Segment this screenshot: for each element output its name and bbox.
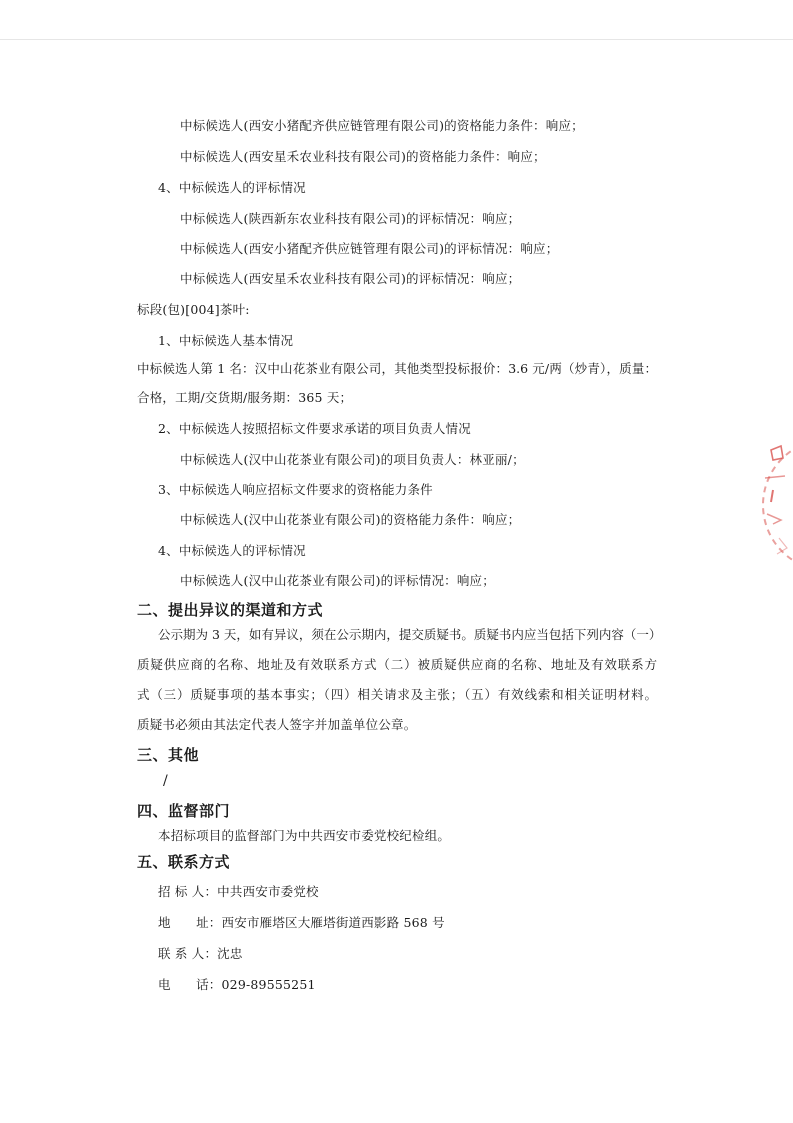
- objection-paragraph-line-3: 式（三）质疑事项的基本事实；（四）相关请求及主张；（五）有效线索和相关证明材料。: [137, 687, 657, 702]
- contact-row-tenderer: [158, 884, 319, 900]
- contact-label: 电 话：: [158, 977, 222, 992]
- partial-red-seal-stamp: [759, 430, 793, 580]
- contact-label: 地 址：: [158, 915, 222, 930]
- candidate-rank-line: 中标候选人第 1 名：汉中山花茶业有限公司，其他类型投标报价：3.6 元/两（炒青），质量：: [137, 361, 657, 376]
- qualification-line-xiaozhu: 中标候选人(西安小猪配齐供应链管理有限公司)的资格能力条件：响应；: [180, 118, 584, 133]
- candidate-term-line: 合格，工期/交货期/服务期：365 天；: [137, 390, 353, 405]
- supervision-statement: 本招标项目的监督部门为中共西安市委党校纪检组。: [158, 828, 451, 843]
- scan-top-edge: [0, 39, 793, 40]
- objection-paragraph-line-4: 质疑书必须由其法定代表人签字并加盖单位公章。: [137, 717, 417, 732]
- objection-paragraph-line-2: 质疑供应商的名称、地址及有效联系方式（二）被质疑供应商的名称、地址及有效联系方: [137, 657, 657, 672]
- contact-value: 西安市雁塔区大雁塔街道西影路 568 号: [221, 915, 445, 930]
- lot-004-title: 标段(包)[004]茶叶:: [137, 302, 250, 317]
- evaluation-line-xinghe: 中标候选人(西安星禾农业科技有限公司)的评标情况：响应；: [180, 271, 521, 286]
- contact-value: 029-89555251: [221, 977, 316, 992]
- qualification-line-xinghe: 中标候选人(西安星禾农业科技有限公司)的资格能力条件：响应；: [180, 149, 546, 164]
- subheading-evaluation-2: 4、中标候选人的评标情况: [158, 543, 306, 558]
- section-3-content: /: [163, 773, 168, 789]
- subheading-basic-info: 1、中标候选人基本情况: [158, 333, 294, 348]
- contact-value: 中共西安市委党校: [217, 884, 319, 899]
- subheading-project-leader: 2、中标候选人按照招标文件要求承诺的项目负责人情况: [158, 421, 471, 436]
- contact-value: 沈忠: [217, 946, 243, 961]
- subheading-qualification: 3、中标候选人响应招标文件要求的资格能力条件: [158, 482, 433, 497]
- section-3-heading: 三、其他: [137, 746, 200, 764]
- qualification-line-shanhua: 中标候选人(汉中山花茶业有限公司)的资格能力条件：响应；: [180, 512, 521, 527]
- subheading-evaluation: 4、中标候选人的评标情况: [158, 180, 306, 195]
- contact-row-phone: [158, 977, 316, 993]
- contact-label: 联 系 人：: [158, 946, 218, 961]
- seal-fragment-graphic: [759, 430, 793, 580]
- section-4-heading: 四、监督部门: [137, 802, 231, 820]
- contact-row-address: [158, 915, 445, 931]
- evaluation-line-xindong: 中标候选人(陕西新东农业科技有限公司)的评标情况：响应；: [180, 211, 521, 226]
- contact-label: 招 标 人：: [158, 884, 218, 899]
- evaluation-line-xiaozhu: 中标候选人(西安小猪配齐供应链管理有限公司)的评标情况：响应；: [180, 241, 559, 256]
- objection-paragraph-line-1: 公示期为 3 天，如有异议，须在公示期内，提交质疑书。质疑书内应当包括下列内容（一）: [158, 627, 662, 642]
- contact-row-person: [158, 946, 243, 962]
- project-leader-line: 中标候选人(汉中山花茶业有限公司)的项目负责人：林亚丽/；: [180, 452, 525, 467]
- section-5-heading: 五、联系方式: [137, 853, 231, 871]
- section-2-heading: 二、提出异议的渠道和方式: [137, 601, 324, 619]
- evaluation-line-shanhua: 中标候选人(汉中山花茶业有限公司)的评标情况：响应；: [180, 573, 495, 588]
